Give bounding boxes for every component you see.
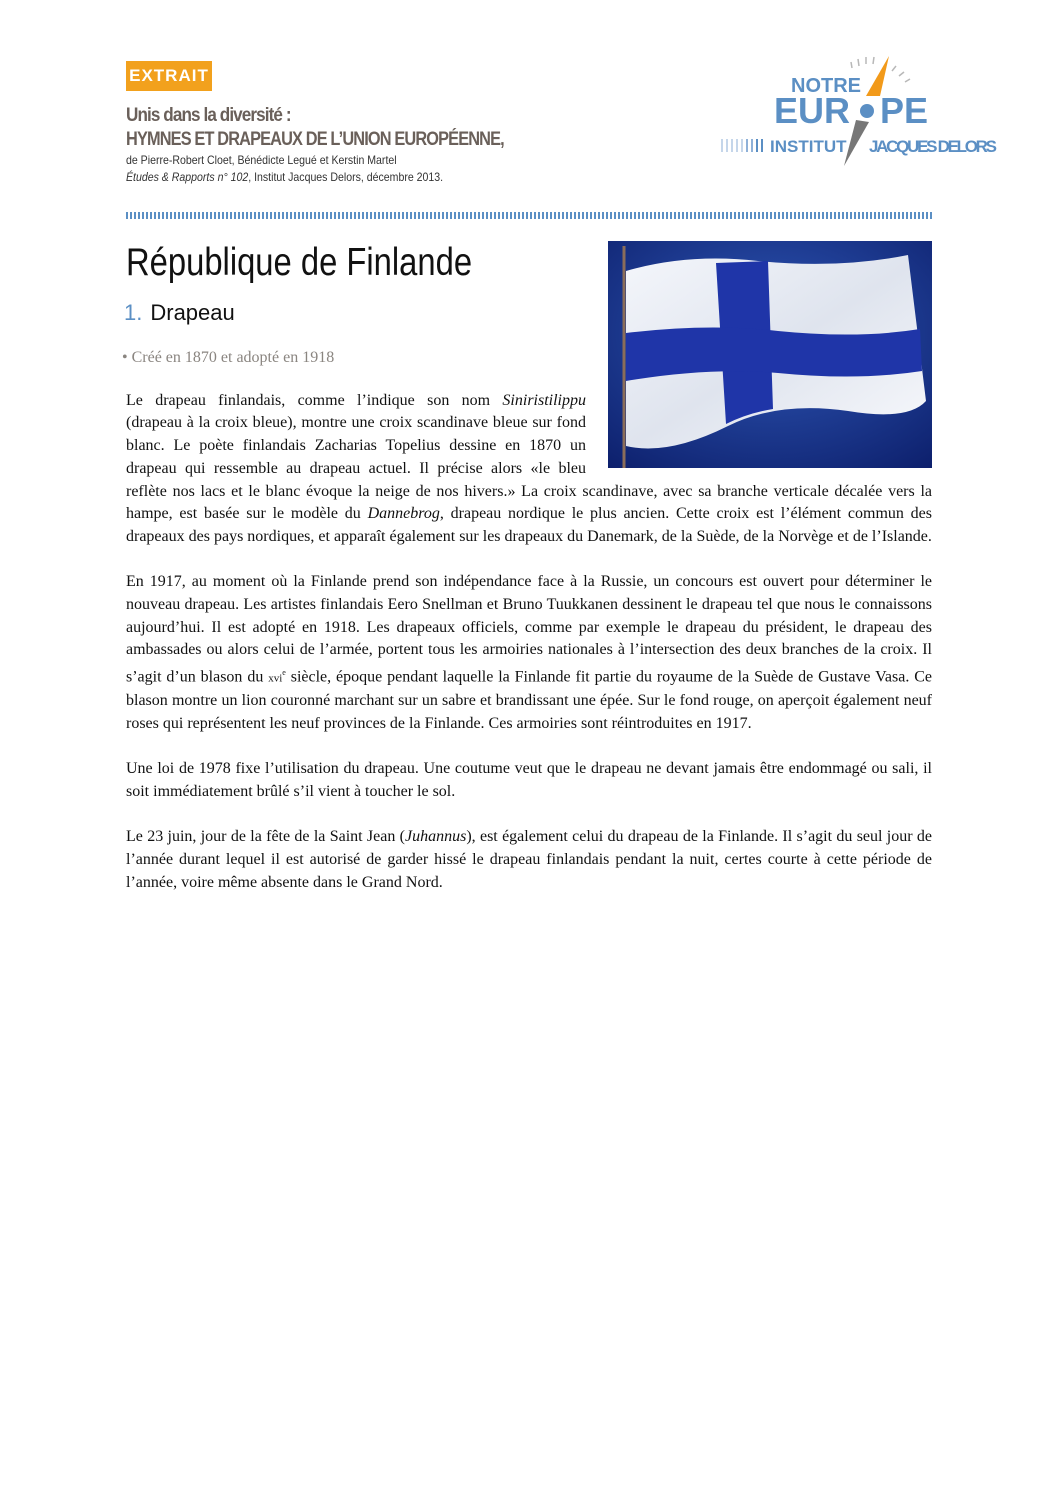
bullet-created-adopted: • Créé en 1870 et adopté en 1918 — [122, 349, 335, 366]
series-name: Études & Rapports n° 102 — [126, 170, 249, 184]
century-numeral: xvi — [268, 672, 283, 685]
logo-pe: PE — [880, 90, 929, 131]
page-title: République de Finlande — [126, 241, 473, 284]
text: Le 23 juin, jour de la fête de la Saint Jean ( — [126, 828, 405, 846]
text: siècle, époque pendant laquelle la Finlande fit partie du royaume de la Suède de Gustave Vasa. Ce blason montre un lion couronné marchant sur un sabre et brandissant une épée. Sur le fond rouge, on aperçoit également neuf roses qui représentent les neuf provinces de la Finlande. Ces armoiries sont réintroduites en 1917. — [126, 668, 933, 732]
section-divider — [126, 212, 932, 219]
italic-term: Juhannus — [405, 828, 467, 846]
italic-term: Siniristilippu — [502, 391, 586, 409]
publication-series — [126, 169, 513, 186]
logo-institut: INSTITUT — [770, 137, 847, 156]
paragraph-3: Une loi de 1978 fixe l’utilisation du drapeau. Une coutume veut que le drapeau ne devant jamais être endommagé ou sali, il soit immédiatement brûlé s’il vient à toucher le sol. — [126, 760, 932, 800]
publication-authors: de Pierre-Robert Cloet, Bénédicte Legué et Kerstin Martel — [126, 153, 397, 167]
extract-badge — [126, 61, 212, 91]
publication-subtitle: HYMNES ET DRAPEAUX DE L’UNION EUROPÉENNE, — [126, 129, 504, 150]
italic-term: Dannebrog — [367, 505, 440, 523]
badge-label: EXTRAIT — [129, 66, 209, 85]
paragraph-4 — [126, 826, 932, 894]
text: Le drapeau finlandais, comme l’indique son nom — [126, 391, 503, 409]
text: (drapeau à la croix bleue), montre une croix scandinave bleue sur fond blanc. Le poète finlandais Zacharias Topelius dessine en 1870 un drapeau qui ressemble au drapeau actuel. Il précise alors «le bleu reflète nos lacs et le blanc évoque la neige de nos hivers.» La croix scandinave, avec sa branche verticale décalée vers la hampe, est basée sur le modèle du — [126, 414, 932, 523]
publication-header — [126, 104, 565, 186]
series-details: , Institut Jacques Delors, décembre 2013. — [248, 170, 444, 184]
logo-eur: EUR — [774, 90, 851, 131]
article-content — [122, 241, 933, 917]
logo-jacques-delors: JACQUES DELORS — [869, 137, 997, 156]
superscript: e — [282, 668, 286, 678]
notre-europe-logo — [716, 48, 1006, 173]
text: ), est également celui du drapeau de la Finlande. Il s’agit du seul jour de l’année durant lequel il est autorisé de garder hissé le drapeau finlandais pendant la nuit, certes courte à cette période de l’année, voire même absente dans le Grand Nord. — [126, 828, 932, 891]
section-number: 1. — [124, 300, 143, 325]
logo-notre: NOTRE — [791, 75, 861, 97]
text: En 1917, au moment où la Finlande prend son indépendance face à la Russie, un concours est ouvert pour déterminer le nouveau drapeau. Les artistes finlandais Eero Snellman et Bruno Tuukkanen dessinent le drapeau tel que nous le connaissons aujourd’hui. Il est adopté en 1918. Les drapeaux officiels, comme par exemple le drapeau du président, le drapeau des ambassades ou alors celui de l’armée, portent tous les armoiries nationales à l’intersection des deux branches de la croix. Il s’agit d’un blason du — [126, 573, 932, 686]
paragraph-2 — [126, 571, 932, 735]
text: , drapeau nordique le plus ancien. Cette croix est l’élément commun des drapeaux des pays nordiques, et apparaît également sur les drapeaux du Danemark, de la Suède, de la Norvège et de l’Islande. — [126, 505, 932, 545]
section-title: Drapeau — [150, 300, 235, 325]
publication-title: Unis dans la diversité : — [126, 105, 291, 126]
